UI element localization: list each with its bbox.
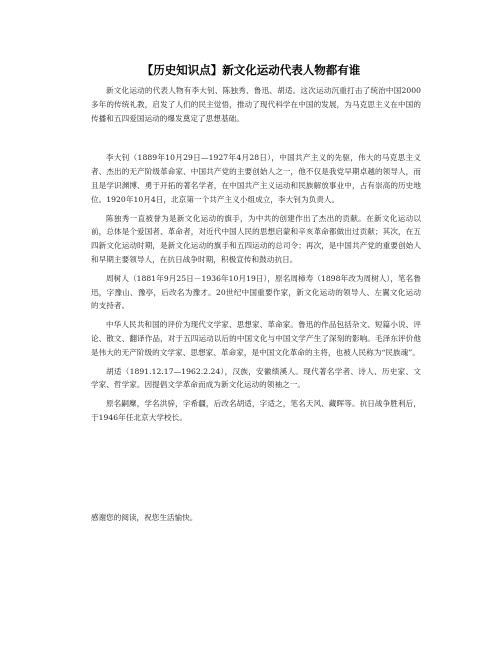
paragraph-hu-shi: 胡适（1891.12.17—1962.2.24），汉族，安徽绩溪人。现代著名学者、诗人、历史家、文学家、哲学家。因提倡文学革命而成为新文化运动的领袖之一。 <box>91 366 421 390</box>
paragraph-lu-xun-evaluation: 中华人民共和国的评价为现代文学家、思想家、革命家。鲁迅的作品包括杂文、短篇小说、评论、散文、翻译作品，对于五四运动以后的中国文化与中国文学产生了深刻的影响。毛泽东评价他是伟大的无产阶级的文学家、思想家、革命家，是中国文化革命的主将，也被人民称为“民族魂”。 <box>91 320 421 357</box>
paragraph-chen-duxiu: 陈独秀一直被誉为是新文化运动的旗手，为中共的创建作出了杰出的贡献。在新文化运动以前，总体是个爱国者、革命者，对近代中国人民的思想启蒙和辛亥革命都做出过贡献；其次，在五四新文化运动时期，是新文化运动的旗手和五四运动的总司令；再次，是中国共产党的重要创始人和早期主要领导人，在抗日战争时期，积极宣传和鼓动抗日。 <box>91 213 421 264</box>
closing-note: 感谢您的阅读，祝您生活愉快。 <box>91 513 198 522</box>
document-title: 【历史知识点】新文化运动代表人物都有谁 <box>141 63 361 77</box>
paragraph-hu-shi-names: 原名嗣穈，学名洪骍，字希疆，后改名胡适，字适之，笔名天风、藏晖等。抗日战争胜利后，于1946年任北京大学校长。 <box>91 399 421 422</box>
paragraph-li-dazhao: 李大钊（1889年10月29日—1927年4月28日），中国共产主义的先驱，伟大的马克思主义者、杰出的无产阶级革命家、中国共产党的主要创始人之一，他不仅是我党早期卓越的领导人，而且是学识渊博、勇于开拓的著名学者，在中国共产主义运动和民族解放事业中，占有崇高的历史地位。1920年10月4日，北京第一个共产主义小组成立，李大钊为负责人。 <box>91 153 421 204</box>
paragraph-intro: 新文化运动的代表人物有李大钊、陈独秀、鲁迅、胡适。这次运动沉重打击了统治中国2000多年的传统礼教，启发了人们的民主觉悟，推动了现代科学在中国的发展，为马克思主义在中国的传播和五四爱国运动的爆发奠定了思想基础。 <box>91 86 421 123</box>
paragraph-spacer <box>91 125 421 151</box>
paragraph-zhou-shuren: 周树人（1881年9月25日－1936年10月19日），原名周樟寿（1898年改为周树人），笔名鲁迅，字豫山、豫亭，后改名为豫才。20世纪中国重要作家，新文化运动的领导人、左翼文化运动的支持者。 <box>91 273 421 311</box>
document-body <box>91 84 421 425</box>
